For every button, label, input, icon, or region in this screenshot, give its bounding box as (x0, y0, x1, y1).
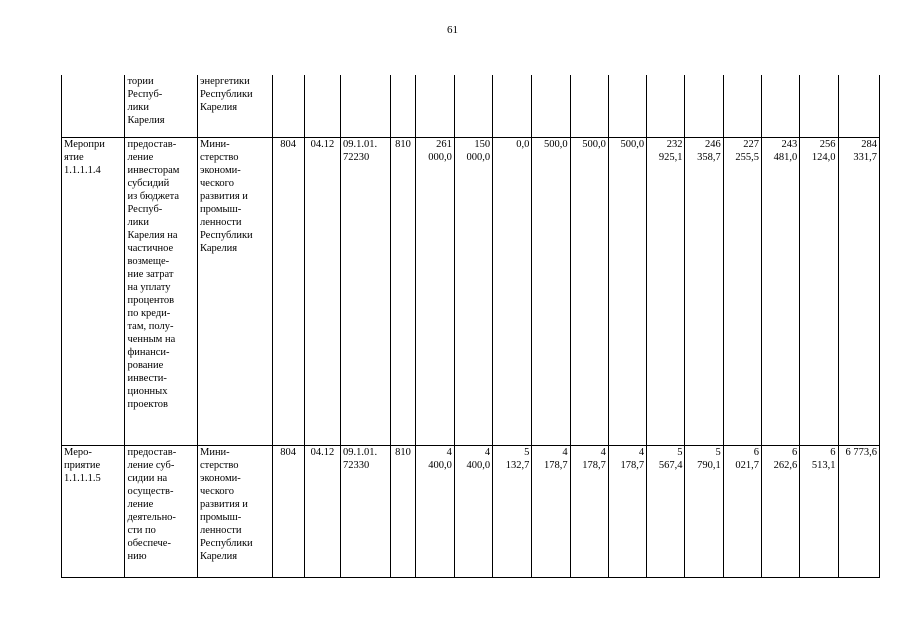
funding-value-cell: 5 790,1 (685, 445, 723, 577)
funding-value-cell: 5 132,7 (493, 445, 532, 577)
funding-value-cell: 6 773,6 (838, 445, 880, 577)
target-article-cell: 09.1.01. 72230 (341, 137, 391, 445)
funding-value-cell (838, 75, 880, 137)
section-code-cell: 04.12 (304, 445, 340, 577)
funding-value-cell: 4 178,7 (532, 445, 570, 577)
funding-value-cell: 284 331,7 (838, 137, 880, 445)
grbs-code-cell (272, 75, 304, 137)
page-number: 61 (447, 24, 458, 36)
measure-name-cell: Меропри ятие 1.1.1.1.4 (62, 137, 125, 445)
table-row (62, 75, 880, 137)
funding-value-cell (723, 75, 761, 137)
section-code-cell: 04.12 (304, 137, 340, 445)
description-cell: тории Респуб- лики Карелия (125, 75, 198, 137)
executor-cell: Мини- стерство экономи- ческого развития и промыш- ленности Республики Карелия (197, 445, 272, 577)
table-row (62, 137, 880, 445)
funding-value-cell: 0,0 (493, 137, 532, 445)
funding-value-cell: 6 021,7 (723, 445, 761, 577)
funding-value-cell: 227 255,5 (723, 137, 761, 445)
funding-value-cell: 4 178,7 (608, 445, 646, 577)
funding-value-cell: 500,0 (532, 137, 570, 445)
funding-value-cell (647, 75, 685, 137)
description-cell: предостав- ление инвесторам субсидий из бюджета Респуб- лики Карелия на частичное возмеще- ние затрат на уплату процентов по креди- там, полу- ченным на финанси- рование инвести- ционных проектов (125, 137, 198, 445)
expense-type-cell: 810 (391, 137, 415, 445)
grbs-code-cell: 804 (272, 445, 304, 577)
funding-value-cell (454, 75, 492, 137)
budget-table (61, 75, 880, 578)
funding-value-cell (415, 75, 454, 137)
funding-value-cell (608, 75, 646, 137)
executor-cell: Мини- стерство экономи- ческого развития и промыш- ленности Республики Карелия (197, 137, 272, 445)
funding-value-cell: 5 567,4 (647, 445, 685, 577)
grbs-code-cell: 804 (272, 137, 304, 445)
funding-value-cell: 246 358,7 (685, 137, 723, 445)
funding-value-cell (493, 75, 532, 137)
funding-value-cell (800, 75, 838, 137)
table-row (62, 445, 880, 577)
funding-value-cell (761, 75, 799, 137)
description-cell: предостав- ление суб- сидии на осуществ- ление деятельно- сти по обеспече- нию (125, 445, 198, 577)
funding-value-cell: 6 513,1 (800, 445, 838, 577)
target-article-cell (341, 75, 391, 137)
funding-value-cell: 256 124,0 (800, 137, 838, 445)
funding-value-cell: 261 000,0 (415, 137, 454, 445)
section-code-cell (304, 75, 340, 137)
funding-value-cell: 150 000,0 (454, 137, 492, 445)
funding-value-cell: 4 178,7 (570, 445, 608, 577)
target-article-cell: 09.1.01. 72330 (341, 445, 391, 577)
measure-name-cell (62, 75, 125, 137)
funding-value-cell (570, 75, 608, 137)
measure-name-cell: Меро- приятие 1.1.1.1.5 (62, 445, 125, 577)
funding-value-cell: 500,0 (570, 137, 608, 445)
funding-value-cell: 4 400,0 (415, 445, 454, 577)
funding-value-cell (685, 75, 723, 137)
funding-value-cell: 6 262,6 (761, 445, 799, 577)
funding-value-cell: 243 481,0 (761, 137, 799, 445)
expense-type-cell: 810 (391, 445, 415, 577)
executor-cell: энергетики Республики Карелия (197, 75, 272, 137)
funding-value-cell: 232 925,1 (647, 137, 685, 445)
funding-value-cell (532, 75, 570, 137)
expense-type-cell (391, 75, 415, 137)
funding-value-cell: 500,0 (608, 137, 646, 445)
funding-value-cell: 4 400,0 (454, 445, 492, 577)
